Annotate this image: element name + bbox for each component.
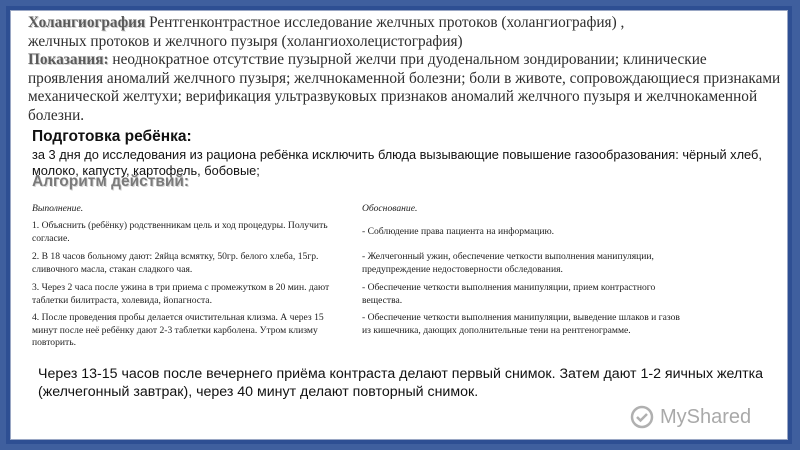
action-row-4: 4. После проведения пробы делается очистительная клизма. А через 15 минут после неё ребёнку дают 2-3 таблетки карболена. Утром клизму повторить.	[32, 312, 324, 349]
preparation-title: Подготовка ребёнка:	[32, 128, 192, 145]
indications-text: неоднократное отсутствие пузырной желчи при дуоденальном зондировании; клинические проявления аномалий желчного пузыря; желчнокаменной болезни; боли в животе, сопровождающиеся признаками механической желтухи; верификация ультразвуковых признаков аномалий желчного пузыря и желчнокаменной болезни.	[28, 51, 781, 124]
reason-row-4: - Обеспечение четкости выполнения манипуляции, выведение шлаков и газов из кишечника, дающих дополнительные тени на рентгенограмме.	[362, 312, 680, 336]
intro-text-2: желчных протоков и желчного пузыря (холангиохолецистография)	[28, 32, 463, 50]
reason-row-3: - Обеспечение четкости выполнения манипуляции, прием контрастного вещества.	[362, 282, 656, 306]
slide-title: Холангиография	[28, 14, 146, 31]
intro-block	[28, 14, 783, 126]
reason-row-2: - Желчегонный ужин, обеспечение четкости выполнения манипуляции, предупреждение недостоверности обследования.	[362, 251, 654, 275]
final-text: Через 13-15 часов после вечернего приёма контраста делают первый снимок. Затем дают 1-2 яичных желтка (желчегонный завтрак), через 40 минут делают повторный снимок.	[38, 366, 764, 400]
myshared-logo-icon	[630, 405, 654, 429]
watermark-text: MyShared	[660, 405, 752, 428]
preparation-text: за 3 дня до исследования из рациона ребёнка исключить блюда вызывающие повышение газообразования: чёрный хлеб, молоко, капусту, картофель, бобовые;	[32, 147, 762, 178]
action-row-3: 3. Через 2 часа после ужина в три приема с промежутком в 20 мин. дают таблетки билитраста, холевида, йопагноста.	[32, 282, 330, 306]
action-row-1: 1. Объяснить (ребёнку) родственникам цель и ход процедуры. Получить согласие.	[32, 220, 328, 244]
algorithm-title: Алгоритм действий:	[32, 173, 190, 190]
intro-text-1: Рентгенконтрастное исследование желчных протоков (холангиография) ,	[149, 14, 625, 31]
action-row-2: 2. В 18 часов больному дают: 2яйца всмятку, 50гр. белого хлеба, 15гр. сливочного масла, стакан сладкого чая.	[32, 251, 319, 275]
reason-row-1: - Соблюдение права пациента на информацию.	[362, 226, 555, 237]
column-header-reasons: Обоснование.	[362, 203, 418, 214]
indications-label: Показания:	[28, 51, 109, 69]
slide	[10, 10, 788, 440]
watermark	[630, 402, 790, 432]
column-header-actions: Выполнение.	[32, 203, 84, 214]
